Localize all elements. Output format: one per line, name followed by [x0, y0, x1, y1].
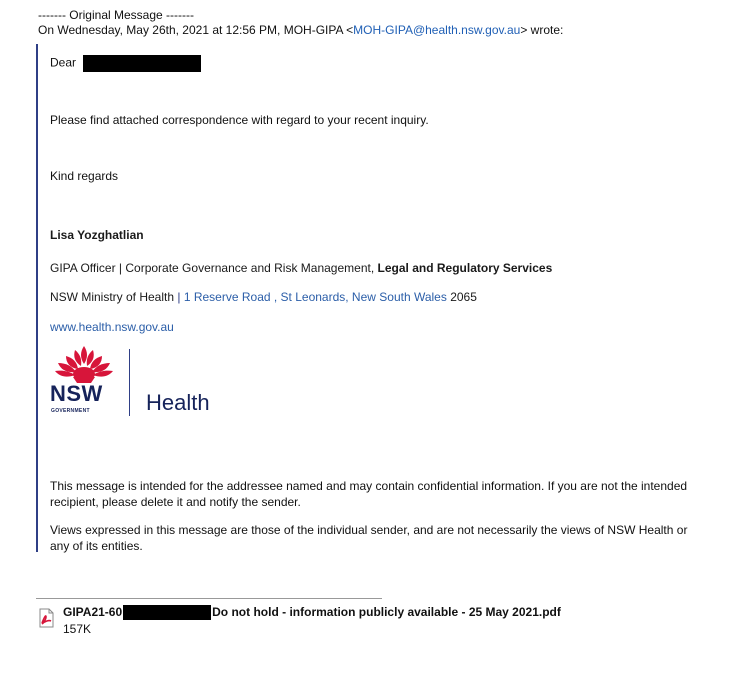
signature-org: NSW Ministry of Health — [50, 290, 175, 304]
disclaimer-paragraph: Views expressed in this message are those of the individual sender, and are not necessarily the views of NSW Health or any of its entities. — [50, 523, 688, 553]
signature-role: GIPA Officer | Corporate Governance and Risk Management, Legal and Regulatory Services — [50, 261, 553, 275]
pdf-icon[interactable] — [37, 608, 55, 628]
redacted-filename-part — [123, 605, 211, 620]
attachment-filename-suffix: Do not hold - information publicly available - 25 May 2021.pdf — [212, 605, 561, 619]
attachments-divider — [36, 598, 382, 599]
attachment-size: 157K — [63, 622, 92, 636]
reply-header-prefix: On Wednesday, May 26th, 2021 at 12:56 PM, MOH-GIPA < — [38, 23, 354, 37]
waratah-icon — [53, 344, 115, 384]
signature-postcode: 2065 — [450, 290, 477, 304]
attachment-filename[interactable] — [63, 605, 561, 620]
nsw-health-logo — [50, 344, 240, 422]
signature-name: Lisa Yozghatlian — [50, 228, 144, 242]
signature-address: 1 Reserve Road , St Leonards, New South Wales — [183, 290, 447, 304]
logo-nsw-text: NSW — [50, 381, 103, 406]
original-message-marker: ------- Original Message ------- — [38, 8, 194, 22]
greeting-line — [50, 55, 201, 72]
greeting: Dear — [50, 55, 77, 70]
reply-header — [38, 23, 563, 37]
disclaimer-paragraph: This message is intended for the addressee named and may contain confidential information. If you are not the intended recipient, please delete it and notify the sender. — [50, 479, 688, 509]
body-line: Please find attached correspondence with regard to your recent inquiry. — [50, 113, 429, 127]
closing: Kind regards — [50, 169, 119, 183]
signature-website-link[interactable]: www.health.nsw.gov.au — [50, 320, 174, 334]
signature-division: Legal and Regulatory Services — [377, 261, 553, 275]
attachment-filename-prefix: GIPA21-60 — [63, 605, 123, 619]
reply-header-suffix: > wrote: — [520, 23, 564, 37]
logo-government-text: GOVERNMENT — [51, 408, 90, 414]
logo-health-text: Health — [146, 390, 210, 415]
logo-divider — [129, 349, 130, 416]
redacted-recipient-name — [83, 55, 201, 72]
quoted-message — [36, 44, 708, 552]
signature-org-address: NSW Ministry of Health | 1 Reserve Road , St Leonards, New South Wales 2065 — [50, 290, 477, 304]
sender-email-link[interactable]: MOH-GIPA@health.nsw.gov.au — [353, 23, 521, 37]
